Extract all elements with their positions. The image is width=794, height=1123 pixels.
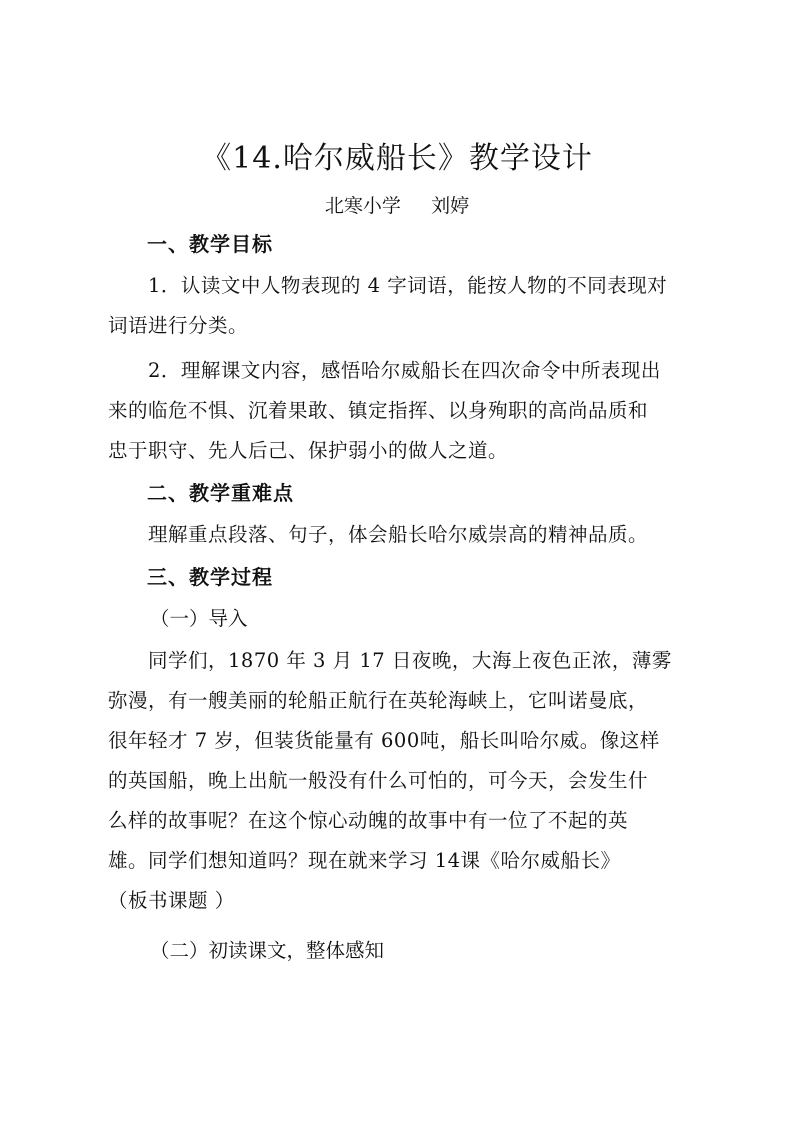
text-line: 很年轻才 7 岁，但装货能量有 600吨，船长叫哈尔威。像这样 bbox=[108, 729, 660, 752]
section-heading-process: 三、教学过程 bbox=[147, 565, 273, 589]
text-line: 2．理解课文内容，感悟哈尔威船长在四次命令中所表现出 bbox=[148, 359, 661, 382]
author-line: 北寒小学 刘婷 bbox=[324, 195, 470, 217]
key-points-paragraph bbox=[108, 515, 692, 555]
text-line: （板书课题 ） bbox=[108, 889, 235, 912]
text-line: 1．认读文中人物表现的 4 字词语，能按人物的不同表现对 bbox=[148, 274, 668, 297]
text-line: 同学们，1870 年 3 月 17 日夜晚，大海上夜色正浓，薄雾 bbox=[148, 649, 672, 672]
text-line: 雄。同学们想知道吗？现在就来学习 14课《哈尔威船长》 bbox=[108, 849, 621, 872]
text-line: 来的临危不惧、沉着果敢、镇定指挥、以身殉职的高尚品质和 bbox=[108, 399, 649, 422]
goal-2-paragraph bbox=[108, 351, 692, 471]
goal-1-paragraph bbox=[108, 266, 692, 346]
section-heading-goals: 一、教学目标 bbox=[147, 232, 273, 256]
section-heading-key-points: 二、教学重难点 bbox=[147, 481, 294, 505]
text-line: 理解重点段落、句子，体会船长哈尔威崇高的精神品质。 bbox=[148, 523, 649, 546]
text-line: 的英国船，晚上出航一般没有什么可怕的，可今天，会发生什 bbox=[108, 769, 649, 792]
subheading-initial-reading: （二）初读课文，整体感知 bbox=[150, 939, 385, 962]
subheading-intro: （一）导入 bbox=[150, 607, 248, 630]
text-line: 忠于职守、先人后己、保护弱小的做人之道。 bbox=[108, 439, 509, 462]
intro-paragraph bbox=[108, 641, 692, 921]
text-line: 弥漫，有一艘美丽的轮船正航行在英轮海峡上，它叫诺曼底， bbox=[108, 689, 649, 712]
text-line: 词语进行分类。 bbox=[108, 314, 249, 337]
document-title: 《14.哈尔威船长》教学设计 bbox=[201, 141, 593, 176]
text-line: 么样的故事呢？在这个惊心动魄的故事中有一位了不起的英 bbox=[108, 809, 629, 832]
